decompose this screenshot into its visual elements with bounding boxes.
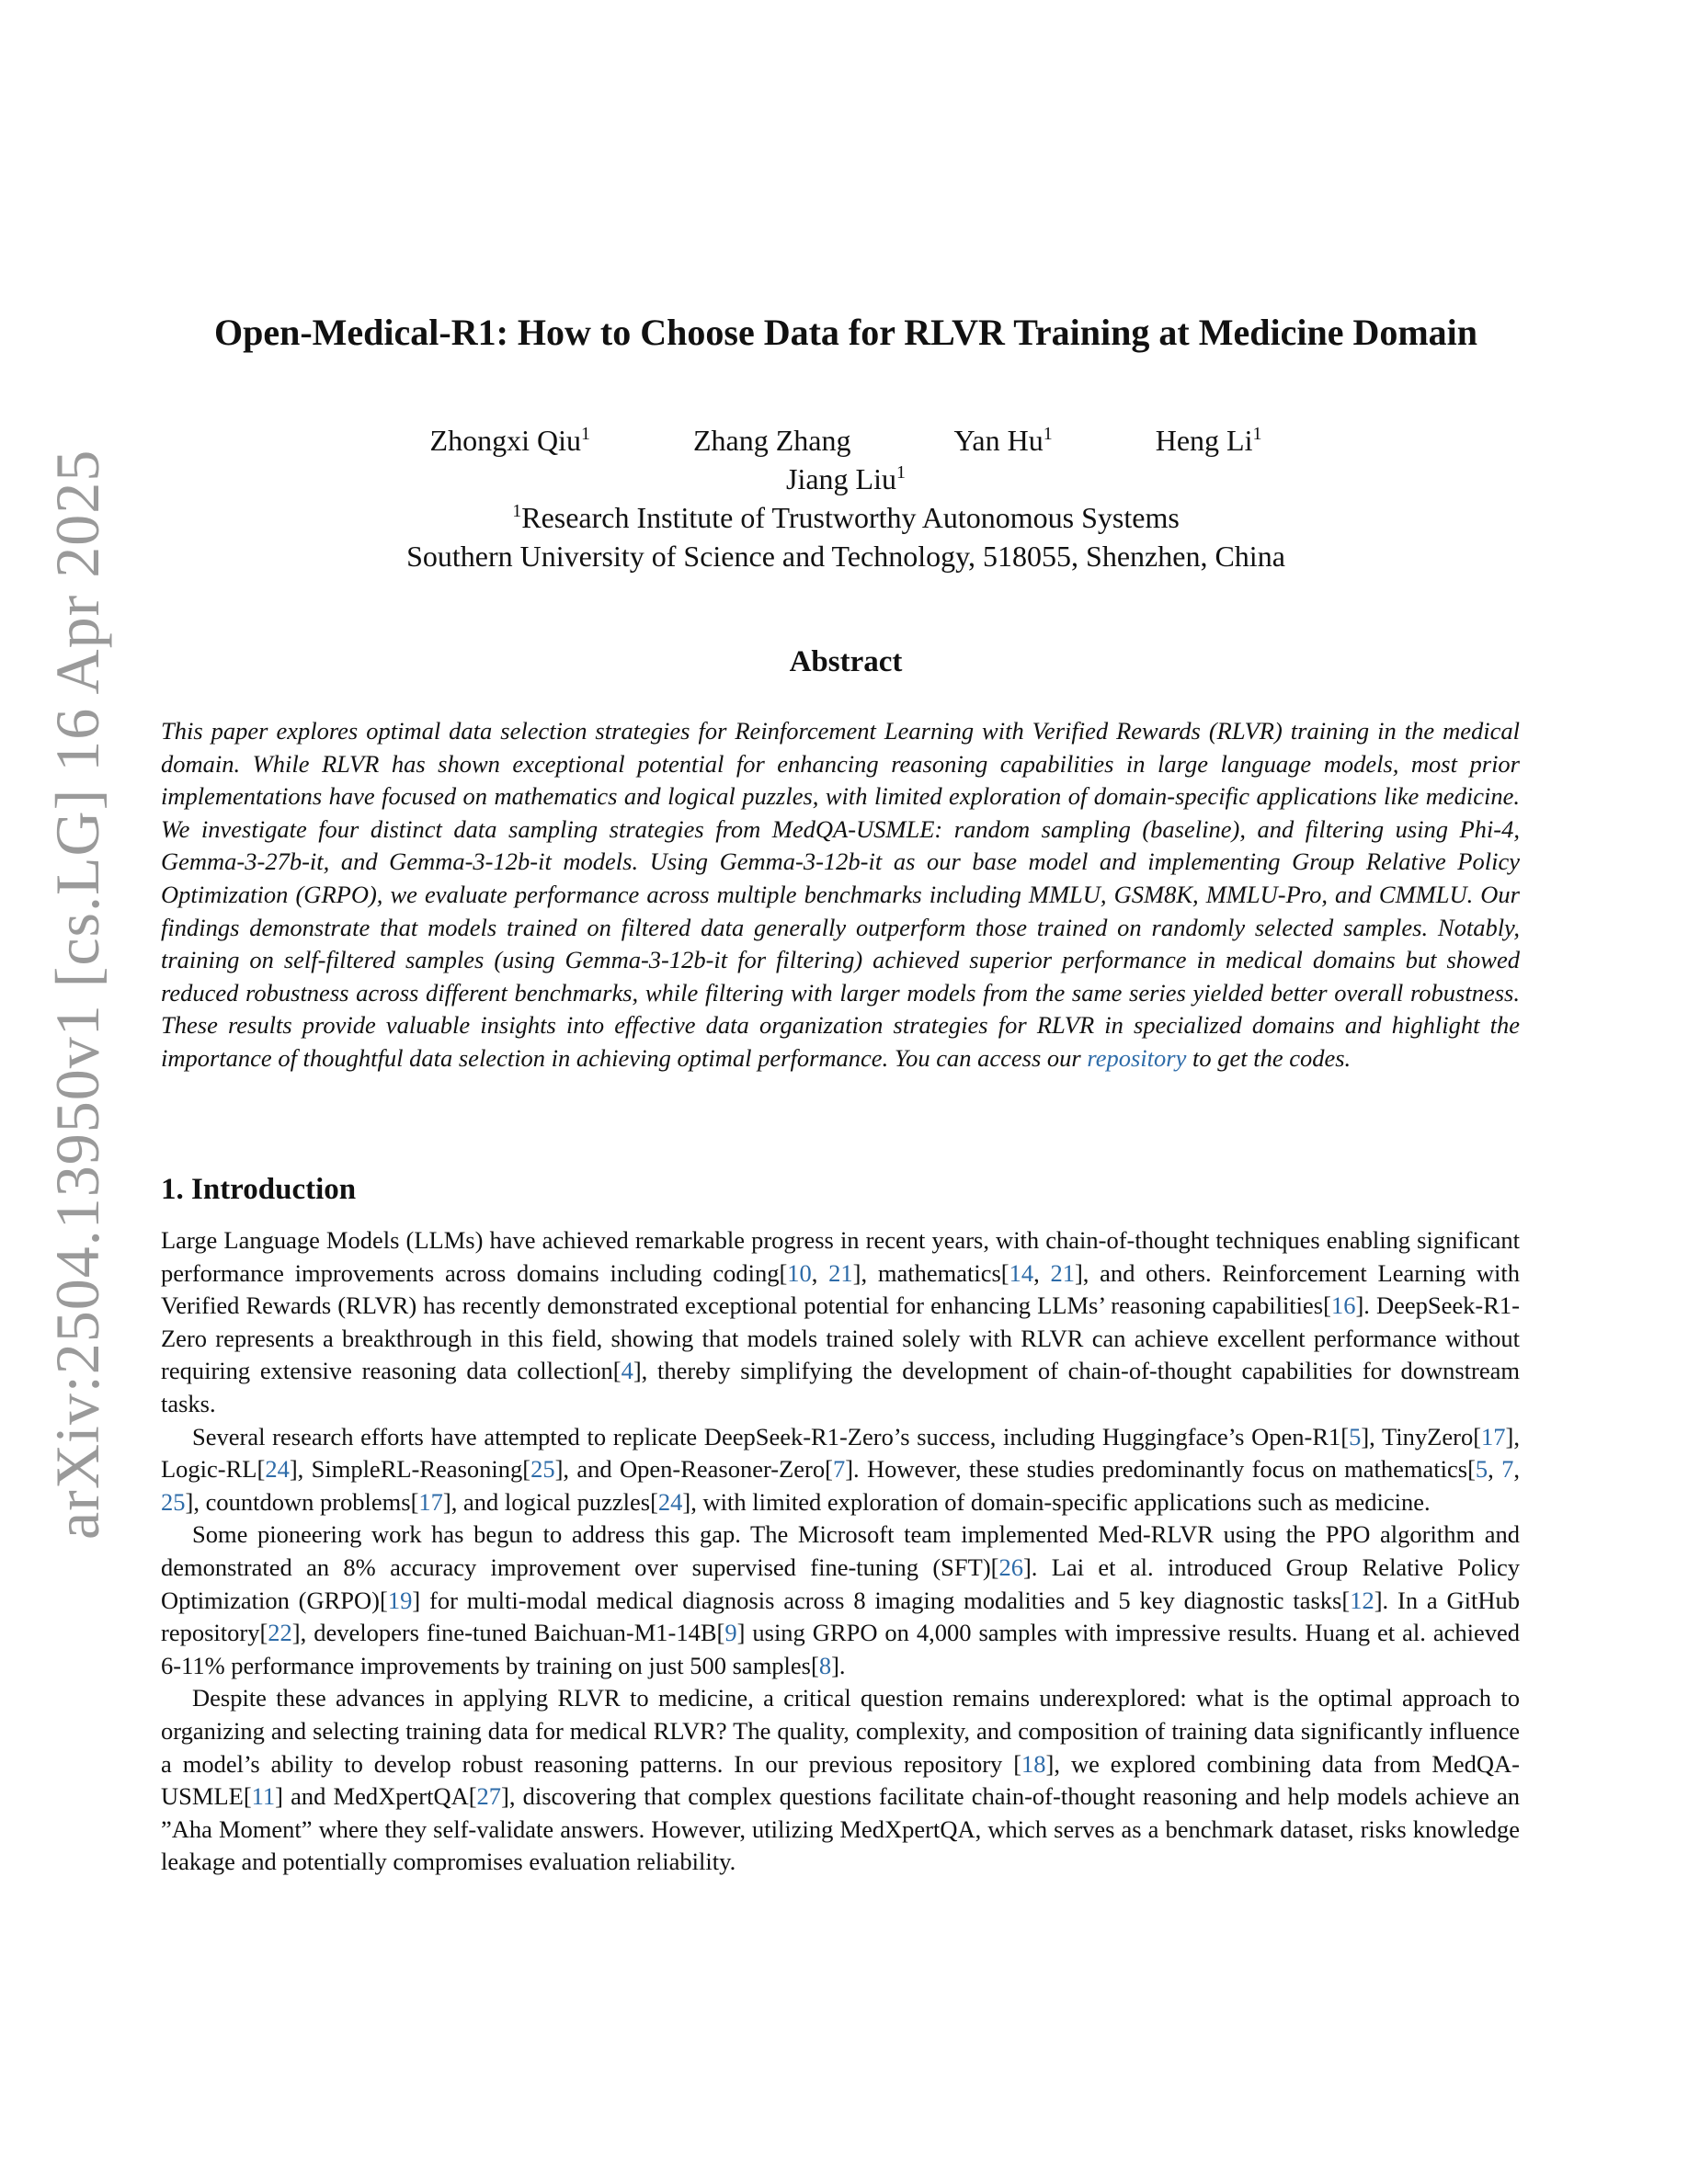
citation-link[interactable]: 17 [1481, 1422, 1506, 1450]
intro-text: , [811, 1258, 829, 1287]
citation-link[interactable]: 12 [1350, 1586, 1374, 1614]
intro-text: ]. However, these studies predominantly focus on mathematics[ [845, 1455, 1476, 1484]
intro-text: ], SimpleRL-Reasoning[ [289, 1455, 531, 1484]
citation-link[interactable]: 22 [268, 1619, 292, 1647]
intro-text: ], thereby simplifying the development of chain-of-thought capabilities for downstream tasks. [161, 1357, 1520, 1417]
intro-text: ], and logical puzzles[ [442, 1487, 658, 1516]
author-row-2 [110, 460, 1581, 498]
citation-link[interactable]: 25 [161, 1487, 186, 1516]
citation-link[interactable]: 25 [530, 1455, 555, 1484]
author-block [110, 421, 1581, 575]
citation-link[interactable]: 8 [818, 1651, 832, 1679]
abstract-heading: Abstract [789, 645, 903, 678]
intro-text: ], and others. Reinforcement Learning with Verified Rewards (RLVR) has recently demonstrated exceptional potential for enhancing LLMs’ reasoning capabilities[ [161, 1258, 1521, 1320]
intro-text: ], we explored combining data from MedQA-USMLE[ [161, 1749, 1520, 1811]
affiliation-line: $^1$Research Institute of Trustworthy Autonomous Systems [512, 501, 1180, 534]
intro-paragraph [161, 1519, 1520, 1682]
citation-link[interactable]: 5 [1349, 1422, 1362, 1450]
citation-link[interactable]: 27 [476, 1782, 502, 1811]
citation-link[interactable]: 7 [832, 1455, 846, 1484]
intro-paragraph [161, 1421, 1520, 1519]
intro-text: , [1513, 1455, 1520, 1484]
intro-text: , [1033, 1258, 1051, 1287]
intro-text: ], TinyZero[ [1361, 1422, 1482, 1450]
citation-link[interactable]: 9 [724, 1619, 737, 1647]
intro-text: ], discovering that complex questions facilitate chain-of-thought reasoning and help models achieve an ”Aha Moment” where they self-validate answers. However, utilizing MedXpertQA, which serves as a benchmark dataset, risks knowledge leakage and potentially compromises evaluation reliability. [161, 1782, 1520, 1876]
citation-link[interactable]: 24 [265, 1455, 290, 1484]
citation-link[interactable]: 11 [251, 1782, 276, 1811]
repository-link[interactable]: repository [1087, 1043, 1187, 1072]
author-name: Zhang Zhang [692, 424, 851, 457]
intro-text: ]. In a GitHub repository[ [161, 1586, 1521, 1647]
author-row-1 [110, 421, 1581, 460]
introduction-body [161, 1224, 1520, 1879]
intro-text: ]. DeepSeek-R1-Zero represents a breakthrough in this field, showing that models trained solely with RLVR can achieve excellent performance without requiring extensive reasoning data collection[ [161, 1291, 1520, 1385]
intro-text: Several research efforts have attempted to replicate DeepSeek-R1-Zero’s success, including Huggingface’s Open-R1[ [192, 1422, 1350, 1450]
citation-link[interactable]: 19 [387, 1586, 413, 1614]
citation-link[interactable]: 16 [1330, 1291, 1356, 1320]
intro-text: ] using GRPO on 4,000 samples with impressive results. Huang et al. achieved 6-11% performance improvements by training on just 500 samples[ [161, 1619, 1521, 1679]
author-name: Zhongxi Qiu$^1$ [429, 424, 590, 457]
citation-link[interactable]: 10 [787, 1258, 812, 1287]
intro-text: ]. [831, 1651, 846, 1679]
intro-paragraph [161, 1682, 1520, 1879]
intro-text: ], mathematics[ [852, 1258, 1009, 1287]
intro-paragraph [161, 1224, 1520, 1421]
intro-text: ], developers fine-tuned Baichuan-M1-14B[ [291, 1619, 725, 1647]
intro-text: ], with limited exploration of domain-specific applications such as medicine. [682, 1487, 1431, 1516]
author-name: Yan Hu$^1$ [953, 424, 1053, 457]
citation-link[interactable]: 17 [418, 1487, 443, 1516]
author-name: Jiang Liu$^1$ [786, 462, 906, 495]
citation-link[interactable]: 18 [1021, 1749, 1046, 1778]
citation-link[interactable]: 24 [657, 1487, 683, 1516]
abstract-text-end: to get the codes. [1186, 1043, 1352, 1072]
author-name: Heng Li$^1$ [1155, 424, 1262, 457]
intro-text: ] for multi-modal medical diagnosis across 8 imaging modalities and 5 key diagnostic tasks[ [412, 1586, 1351, 1614]
intro-text: ], Logic-RL[ [161, 1422, 1520, 1484]
citation-link[interactable]: 5 [1475, 1455, 1488, 1484]
intro-text: ]. Lai et al. introduced Group Relative Policy Optimization (GRPO)[ [161, 1553, 1520, 1614]
citation-link[interactable]: 26 [998, 1553, 1023, 1581]
intro-text: Some pioneering work has begun to address this gap. The Microsoft team implemented Med-RLVR using the PPO algorithm and demonstrated an 8% accuracy improvement over supervised fine-tuning (SFT)[ [161, 1520, 1520, 1581]
citation-link[interactable]: 21 [1050, 1258, 1075, 1287]
affiliation-address: Southern University of Science and Technology, 518055, Shenzhen, China [406, 540, 1285, 573]
arxiv-identifier: arXiv:2504.13950v1 [cs.LG] 16 Apr 2025 [42, 449, 112, 1540]
intro-text: , [1488, 1455, 1502, 1484]
citation-link[interactable]: 21 [828, 1258, 853, 1287]
intro-text: ], and Open-Reasoner-Zero[ [554, 1455, 833, 1484]
abstract-text: This paper explores optimal data selection strategies for Reinforcement Learning with Verified Rewards (RLVR) training in the medical domain. While RLVR has shown exceptional potential for enhancing reasoning capabilities in large language models, most prior implementations have focused on mathematics and logical puzzles, with limited exploration of domain-specific applications like medicine. We investigate four distinct data sampling strategies from MedQA-USMLE: random sampling (baseline), and filtering using Phi-4, Gemma-3-27b-it, and Gemma-3-12b-it models. Using Gemma-3-12b-it as our base model and implementing Group Relative Policy Optimization (GRPO), we evaluate performance across multiple benchmarks including MMLU, GSM8K, MMLU-Pro, and CMMLU. Our findings demonstrate that models trained on filtered data generally outperform those trained on randomly selected samples. Notably, training on self-filtered samples (using Gemma-3-12b-it for filtering) achieved superior performance in medical domains but showed reduced robustness across different benchmarks, while filtering with larger models from the same series yielded better overall robustness. These results provide valuable insights into effective data organization strategies for RLVR in specialized domains and highlight the importance of thoughtful data selection in achieving optimal performance. You can access our [161, 717, 1520, 1072]
citation-link[interactable]: 14 [1009, 1258, 1034, 1287]
intro-text: ], countdown problems[ [185, 1487, 419, 1516]
intro-text: Despite these advances in applying RLVR to medicine, a critical question remains underexplored: what is the optimal approach to organizing and selecting training data for medical RLVR? The quality, complexity, and composition of training data significantly influence a model’s ability to develop robust reasoning patterns. In our previous repository [ [161, 1684, 1520, 1778]
intro-text: Large Language Models (LLMs) have achieved remarkable progress in recent years, with chain-of-thought techniques enabling significant performance improvements across domains including coding[ [161, 1226, 1520, 1287]
abstract-body [161, 715, 1520, 1075]
intro-text: ] and MedXpertQA[ [275, 1782, 477, 1811]
section-heading-introduction: 1. Introduction [161, 1173, 357, 1206]
citation-link[interactable]: 7 [1501, 1455, 1514, 1484]
citation-link[interactable]: 4 [621, 1357, 633, 1385]
paper-title: Open-Medical-R1: How to Choose Data for RLVR Training at Medicine Domain [213, 312, 1478, 353]
